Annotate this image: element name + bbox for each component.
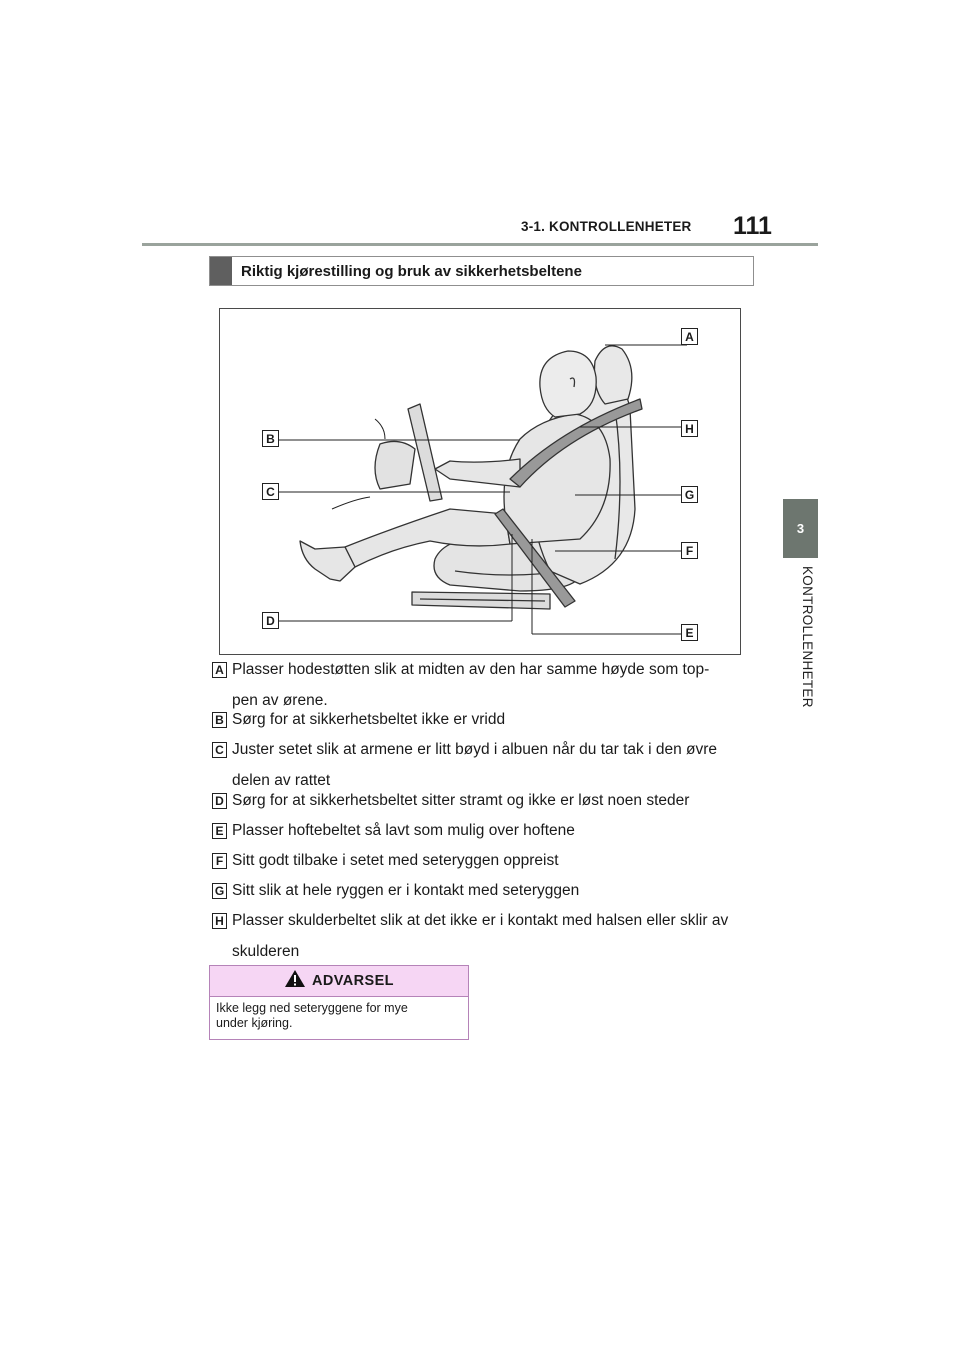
chapter-number: 3: [796, 521, 805, 536]
item-letter-badge: F: [212, 853, 227, 869]
warning-header: [210, 966, 468, 997]
warning-text-line: Ikke legg ned seteryggene for mye: [216, 1001, 408, 1015]
list-item: [212, 850, 752, 872]
item-letter-badge: C: [212, 742, 227, 758]
warning-box: [209, 965, 469, 1040]
list-item: [212, 659, 752, 712]
callout-a: A: [681, 328, 698, 345]
item-letter-badge: G: [212, 883, 227, 899]
item-letter-badge: H: [212, 913, 227, 929]
warning-triangle-icon: [284, 969, 306, 993]
item-letter-badge: A: [212, 662, 227, 678]
callout-d: D: [262, 612, 279, 629]
callout-f: F: [681, 542, 698, 559]
warning-body: [210, 997, 468, 1035]
list-item: [212, 790, 752, 812]
item-text: Plasser skulderbeltet slik at det ikke er i kontakt med halsen eller sklir av: [232, 912, 729, 929]
chapter-title-vertical: KONTROLLENHETER: [800, 566, 815, 708]
seating-position-illustration: [219, 308, 741, 655]
callout-g: G: [681, 486, 698, 503]
driver-seat-drawing: [220, 309, 742, 656]
callout-e: E: [681, 624, 698, 641]
item-text: Sørg for at sikkerhetsbeltet sitter stramt og ikke er løst noen steder: [232, 792, 690, 809]
warning-text-line: under kjøring.: [216, 1016, 293, 1030]
callout-b: B: [262, 430, 279, 447]
list-item: [212, 910, 752, 963]
callout-c: C: [262, 483, 279, 500]
item-letter-badge: B: [212, 712, 227, 728]
item-text: Sitt godt tilbake i setet med seteryggen oppreist: [232, 852, 559, 869]
item-text: Sørg for at sikkerhetsbeltet ikke er vridd: [232, 711, 506, 728]
chapter-tab: [783, 499, 818, 558]
header-section-title: 3-1. KONTROLLENHETER: [521, 219, 692, 234]
item-text: Juster setet slik at armene er litt bøyd i albuen når du tar tak i den øvre: [232, 741, 718, 758]
list-item: [212, 880, 752, 902]
list-item: [212, 709, 752, 731]
item-letter-badge: E: [212, 823, 227, 839]
section-heading-title: Riktig kjørestilling og bruk av sikkerhetsbeltene: [241, 262, 582, 280]
header-divider: [142, 243, 818, 246]
callout-h: H: [681, 420, 698, 437]
item-text-continued: delen av rattet: [232, 772, 331, 789]
list-item: [212, 820, 752, 842]
list-item: [212, 739, 752, 792]
item-letter-badge: D: [212, 793, 227, 809]
section-heading-marker: [210, 257, 232, 285]
section-heading: [209, 256, 754, 286]
item-text: Sitt slik at hele ryggen er i kontakt med seteryggen: [232, 882, 580, 899]
item-text-continued: skulderen: [232, 943, 300, 960]
warning-title: ADVARSEL: [312, 973, 394, 989]
item-text: Plasser hodestøtten slik at midten av den har samme høyde som top-: [232, 661, 710, 678]
page-number: 111: [733, 212, 772, 240]
item-text: Plasser hoftebeltet så lavt som mulig over hoftene: [232, 822, 575, 839]
item-text-continued: pen av ørene.: [232, 692, 328, 709]
